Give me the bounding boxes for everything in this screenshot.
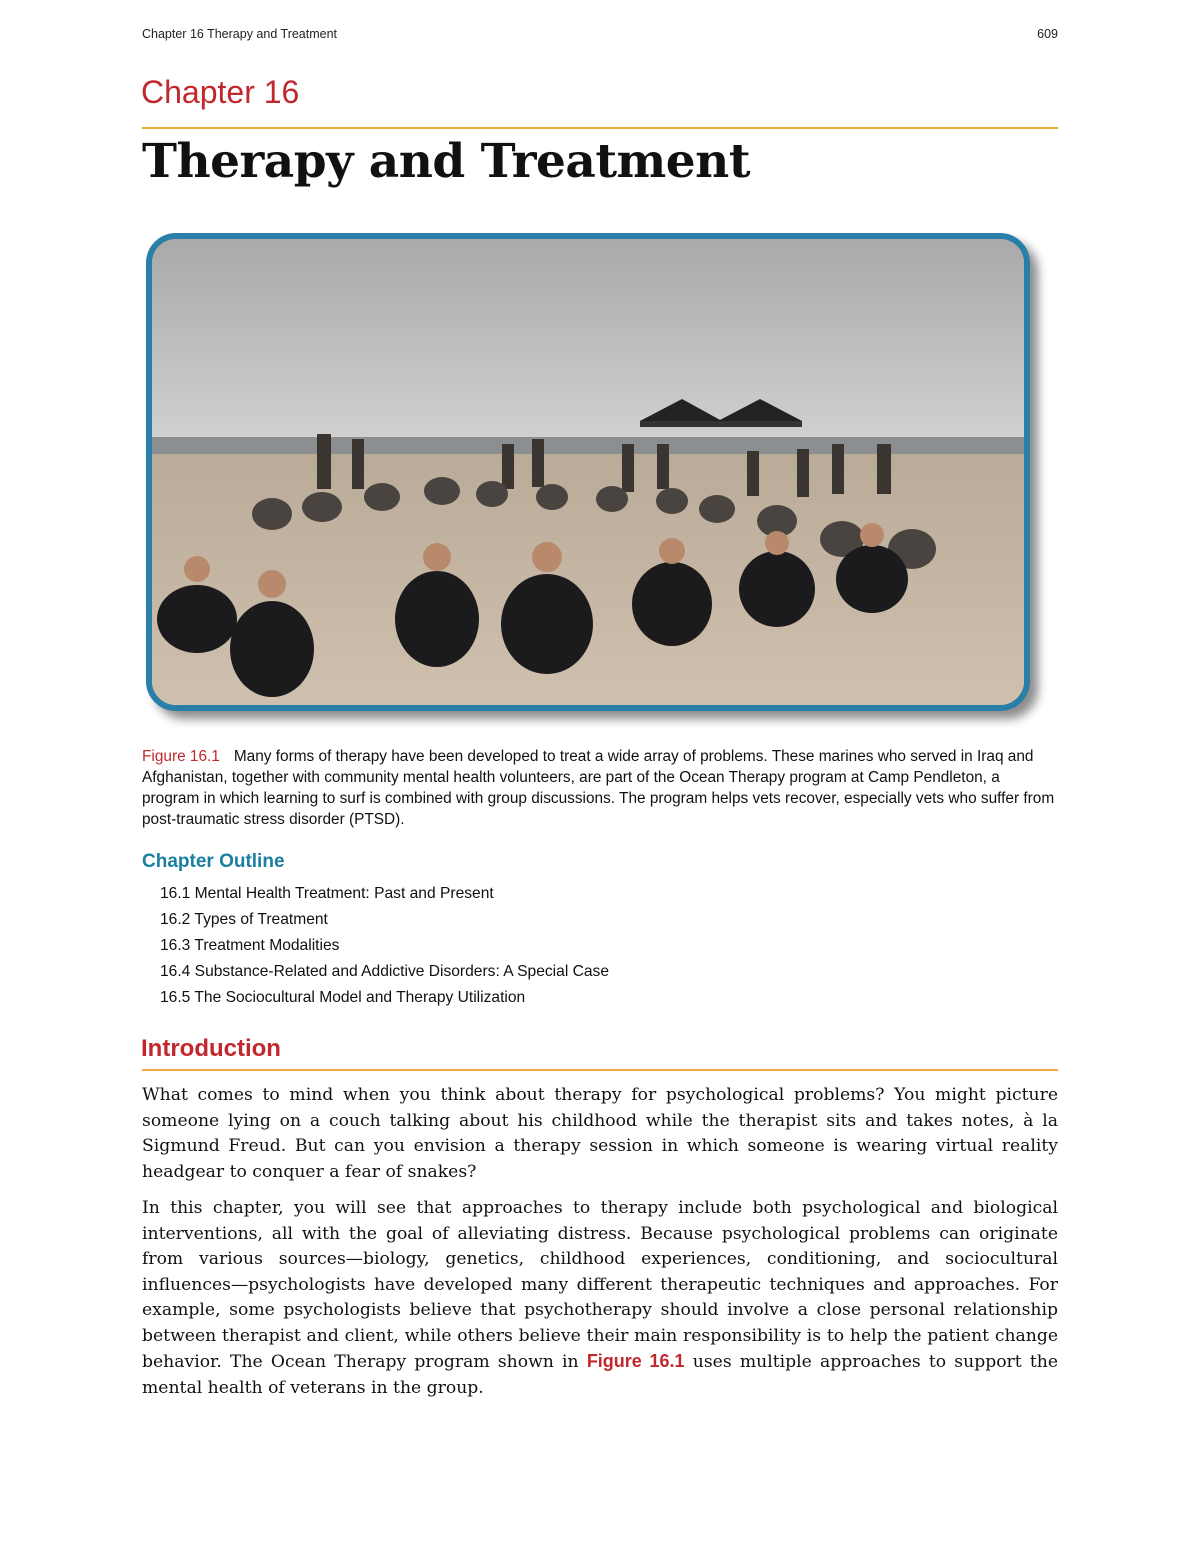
outline-item[interactable]: 16.3 Treatment Modalities — [160, 937, 340, 954]
chapter-outline-heading: Chapter Outline — [142, 851, 285, 872]
outline-item[interactable]: 16.2 Types of Treatment — [160, 911, 328, 928]
figure-reference-link[interactable]: Figure 16.1 — [586, 1351, 685, 1371]
chapter-label: Chapter 16 — [141, 74, 300, 110]
outline-item[interactable]: 16.1 Mental Health Treatment: Past and Present — [160, 885, 494, 902]
running-head — [142, 27, 1058, 41]
intro-paragraph-2 — [142, 1196, 1058, 1401]
intro-paragraph-2-text: In this chapter, you will see that approaches to therapy include both psychological and biological interventions, all with the goal of alleviating distress. Because psychological problems can originate from various sources—biology, genetics, childhood experiences, conditioning, and sociocultural influences—psychologists have developed many different therapeutic techniques and approaches. For example, some psychologists believe that psychotherapy should involve a close personal relationship between therapist and client, while others believe their main responsibility is to help the patient change behavior. The Ocean Therapy program shown in — [142, 1198, 1058, 1372]
figure-number: Figure 16.1 — [142, 748, 220, 765]
chapter-outline-list — [160, 883, 609, 1013]
introduction-heading: Introduction — [141, 1035, 281, 1062]
page-number: 609 — [1037, 27, 1058, 41]
intro-paragraph-1: What comes to mind when you think about therapy for psychological problems? You might picture someone lying on a couch talking about his childhood while the therapist sits and takes notes, à la Sigmund Freud. But can you envision a therapy session in which someone is wearing virtual reality headgear to conquer a fear of snakes? — [142, 1085, 1058, 1182]
figure-photo — [146, 233, 1030, 711]
chapter-title: Therapy and Treatment — [142, 134, 751, 189]
running-head-title: Chapter 16 Therapy and Treatment — [142, 27, 338, 41]
intro-paragraph-2-end: uses multiple approaches to support the mental health of veterans in the group. — [142, 1352, 1059, 1398]
introduction-rule — [142, 1069, 1058, 1071]
beach-group-photo — [152, 239, 1024, 705]
outline-item[interactable]: 16.4 Substance-Related and Addictive Disorders: A Special Case — [160, 963, 610, 980]
figure-caption-text: Many forms of therapy have been developed to treat a wide array of problems. These marines who served in Iraq and Afghanistan, together with community mental health volunteers, are part of the Ocean Therapy program at Camp Pendleton, a program in which learning to surf is combined with group discussions. The program helps vets recover, especially vets who suffer from post-traumatic stress disorder (PTSD). — [142, 748, 1055, 828]
figure-caption — [142, 746, 1058, 830]
chapter-rule — [142, 127, 1058, 129]
outline-item[interactable]: 16.5 The Sociocultural Model and Therapy Utilization — [160, 989, 526, 1006]
